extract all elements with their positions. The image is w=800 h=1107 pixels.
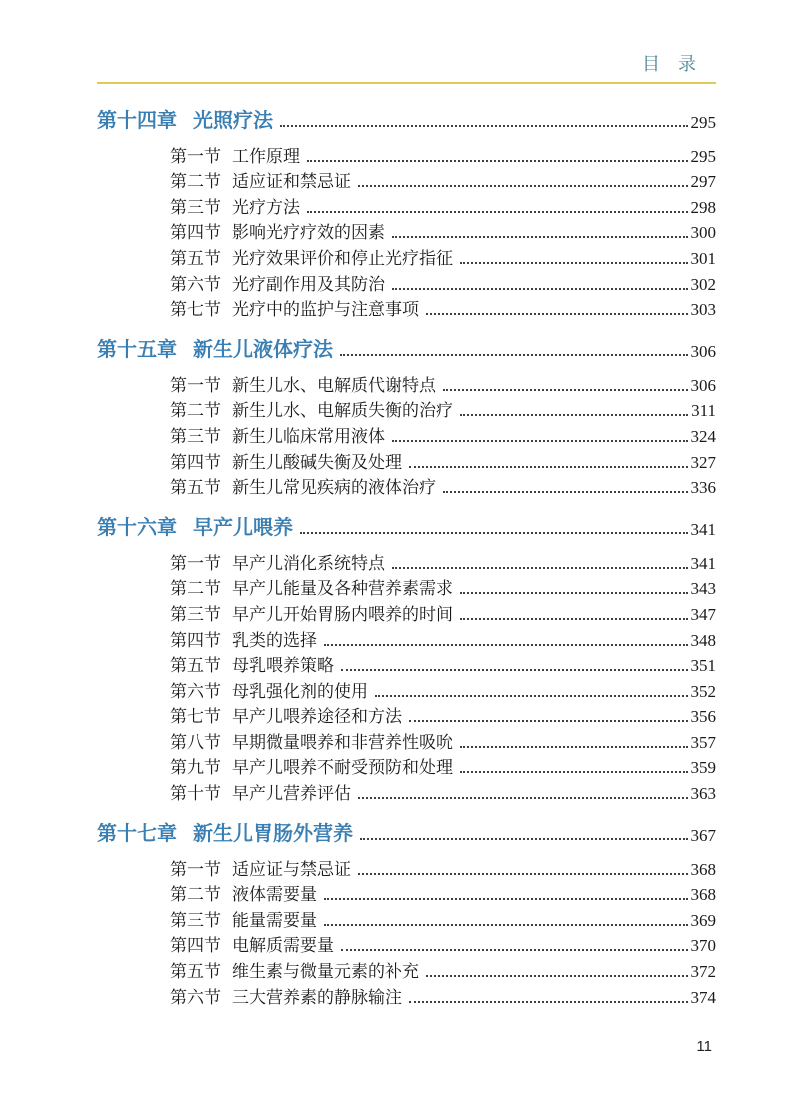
toc-section-row bbox=[97, 880, 716, 906]
toc-section-row bbox=[97, 269, 716, 295]
section-number: 第四节 bbox=[170, 630, 221, 650]
toc-chapter bbox=[97, 514, 716, 804]
toc-section-row bbox=[97, 548, 716, 574]
dot-leader bbox=[324, 898, 688, 900]
dot-leader bbox=[443, 491, 688, 493]
section-number: 第三节 bbox=[170, 910, 221, 930]
chapter-page-number: 306 bbox=[690, 342, 716, 362]
dot-leader bbox=[307, 160, 688, 162]
dot-leader bbox=[460, 618, 688, 620]
section-title: 母乳强化剂的使用 bbox=[232, 681, 368, 701]
section-number: 第三节 bbox=[170, 197, 221, 217]
section-number: 第四节 bbox=[170, 452, 221, 472]
section-number: 第八节 bbox=[170, 732, 221, 752]
section-title: 早产儿喂养途径和方法 bbox=[232, 707, 402, 727]
toc-chapter bbox=[97, 336, 716, 498]
dot-leader bbox=[341, 669, 688, 671]
chapter-title: 早产儿喂养 bbox=[193, 517, 293, 540]
section-number: 第六节 bbox=[170, 274, 221, 294]
section-title: 光疗副作用及其防治 bbox=[232, 274, 385, 294]
chapter-heading-row bbox=[97, 107, 716, 133]
toc-section-row bbox=[97, 676, 716, 702]
section-number: 第五节 bbox=[170, 478, 221, 498]
section-page-number: 356 bbox=[690, 707, 716, 727]
toc-section-row bbox=[97, 473, 716, 499]
chapter-title: 光照疗法 bbox=[193, 110, 273, 132]
section-number: 第一节 bbox=[170, 146, 221, 166]
dot-leader bbox=[340, 354, 688, 356]
section-title: 光疗效果评价和停止光疗指征 bbox=[232, 248, 453, 268]
document-header bbox=[97, 0, 716, 76]
section-title: 适应证和禁忌证 bbox=[232, 172, 351, 192]
section-title: 适应证与禁忌证 bbox=[232, 859, 351, 879]
page-content bbox=[97, 0, 716, 1008]
section-title: 母乳喂养策略 bbox=[232, 656, 334, 676]
section-page-number: 327 bbox=[690, 452, 716, 472]
section-number: 第一节 bbox=[170, 859, 221, 879]
chapter-heading-row bbox=[97, 336, 716, 362]
section-page-number: 374 bbox=[690, 987, 716, 1007]
chapter-heading-row bbox=[97, 820, 716, 846]
section-title: 早产儿能量及各种营养素需求 bbox=[232, 579, 453, 599]
section-page-number: 357 bbox=[690, 732, 716, 752]
section-number: 第五节 bbox=[170, 248, 221, 268]
section-page-number: 352 bbox=[690, 681, 716, 701]
chapter-number: 第十六章 bbox=[97, 517, 177, 540]
section-title: 能量需要量 bbox=[232, 910, 317, 930]
chapter-heading-row bbox=[97, 514, 716, 540]
section-number: 第三节 bbox=[170, 604, 221, 624]
dot-leader bbox=[426, 975, 688, 977]
dot-leader bbox=[300, 532, 688, 534]
section-page-number: 368 bbox=[690, 885, 716, 905]
section-title: 影响光疗疗效的因素 bbox=[232, 223, 385, 243]
toc-section-row bbox=[97, 625, 716, 651]
section-number: 第五节 bbox=[170, 656, 221, 676]
chapter-page-number: 367 bbox=[690, 826, 716, 846]
dot-leader bbox=[358, 797, 688, 799]
footer-page-number: 11 bbox=[696, 1038, 712, 1055]
section-page-number: 351 bbox=[690, 656, 716, 676]
section-number: 第二节 bbox=[170, 579, 221, 599]
dot-leader bbox=[392, 236, 688, 238]
section-page-number: 336 bbox=[690, 478, 716, 498]
dot-leader bbox=[460, 592, 688, 594]
chapter-number: 第十七章 bbox=[97, 823, 177, 846]
toc-section-row bbox=[97, 243, 716, 269]
dot-leader bbox=[375, 695, 688, 697]
toc-section-row bbox=[97, 854, 716, 880]
section-number: 第一节 bbox=[170, 553, 221, 573]
toc-section-row bbox=[97, 447, 716, 473]
dot-leader bbox=[392, 440, 688, 442]
section-title: 新生儿水、电解质失衡的治疗 bbox=[232, 401, 453, 421]
section-page-number: 311 bbox=[691, 401, 716, 421]
toc-section-row bbox=[97, 218, 716, 244]
section-number: 第七节 bbox=[170, 707, 221, 727]
section-page-number: 298 bbox=[690, 197, 716, 217]
section-number: 第九节 bbox=[170, 758, 221, 778]
dot-leader bbox=[360, 838, 688, 840]
dot-leader bbox=[409, 1001, 688, 1003]
section-number: 第二节 bbox=[170, 172, 221, 192]
dot-leader bbox=[392, 567, 688, 569]
dot-leader bbox=[324, 924, 688, 926]
toc-section-row bbox=[97, 702, 716, 728]
toc-section-row bbox=[97, 982, 716, 1008]
toc-section-row bbox=[97, 295, 716, 321]
section-page-number: 306 bbox=[690, 375, 716, 395]
chapter-title: 新生儿液体疗法 bbox=[193, 339, 333, 362]
section-title: 工作原理 bbox=[232, 146, 300, 166]
section-page-number: 300 bbox=[690, 223, 716, 243]
toc-section-row bbox=[97, 651, 716, 677]
header-divider bbox=[97, 82, 716, 84]
toc-section-row bbox=[97, 141, 716, 167]
dot-leader bbox=[409, 466, 688, 468]
section-number: 第十节 bbox=[170, 784, 221, 804]
section-title: 维生素与微量元素的补充 bbox=[232, 962, 419, 982]
section-number: 第四节 bbox=[170, 936, 221, 956]
section-title: 早产儿营养评估 bbox=[232, 784, 351, 804]
toc-section-row bbox=[97, 574, 716, 600]
section-page-number: 348 bbox=[690, 630, 716, 650]
dot-leader bbox=[280, 125, 688, 127]
toc-chapter bbox=[97, 820, 716, 1008]
section-number: 第六节 bbox=[170, 987, 221, 1007]
toc-section-row bbox=[97, 370, 716, 396]
section-title: 电解质需要量 bbox=[232, 936, 334, 956]
chapter-title: 新生儿胃肠外营养 bbox=[193, 823, 353, 846]
section-page-number: 359 bbox=[690, 758, 716, 778]
dot-leader bbox=[358, 185, 688, 187]
section-title: 早产儿开始胃肠内喂养的时间 bbox=[232, 604, 453, 624]
section-page-number: 343 bbox=[690, 579, 716, 599]
section-page-number: 341 bbox=[690, 553, 716, 573]
dot-leader bbox=[358, 873, 688, 875]
section-page-number: 297 bbox=[690, 172, 716, 192]
dot-leader bbox=[460, 414, 688, 416]
dot-leader bbox=[341, 949, 688, 951]
chapter-page-number: 341 bbox=[690, 520, 716, 540]
toc-section-row bbox=[97, 599, 716, 625]
toc-section-row bbox=[97, 167, 716, 193]
dot-leader bbox=[409, 720, 688, 722]
section-page-number: 324 bbox=[690, 426, 716, 446]
toc-section-row bbox=[97, 727, 716, 753]
chapter-number: 第十五章 bbox=[97, 339, 177, 362]
toc-section-row bbox=[97, 192, 716, 218]
section-title: 早期微量喂养和非营养性吸吮 bbox=[232, 732, 453, 752]
chapter-page-number: 295 bbox=[690, 113, 716, 132]
section-page-number: 302 bbox=[690, 274, 716, 294]
section-title: 新生儿临床常用液体 bbox=[232, 426, 385, 446]
section-number: 第一节 bbox=[170, 375, 221, 395]
section-title: 光疗中的监护与注意事项 bbox=[232, 300, 419, 320]
section-page-number: 368 bbox=[690, 859, 716, 879]
dot-leader bbox=[426, 313, 688, 315]
section-page-number: 301 bbox=[690, 248, 716, 268]
toc-section-row bbox=[97, 778, 716, 804]
section-page-number: 370 bbox=[690, 936, 716, 956]
section-title: 光疗方法 bbox=[232, 197, 300, 217]
dot-leader bbox=[307, 211, 688, 213]
section-title: 液体需要量 bbox=[232, 885, 317, 905]
toc-section-row bbox=[97, 956, 716, 982]
section-page-number: 347 bbox=[690, 604, 716, 624]
section-title: 早产儿消化系统特点 bbox=[232, 553, 385, 573]
toc-section-row bbox=[97, 421, 716, 447]
section-title: 新生儿酸碱失衡及处理 bbox=[232, 452, 402, 472]
section-title: 乳类的选择 bbox=[232, 630, 317, 650]
section-title: 新生儿常见疾病的液体治疗 bbox=[232, 478, 436, 498]
section-page-number: 303 bbox=[690, 300, 716, 320]
dot-leader bbox=[324, 644, 688, 646]
section-number: 第二节 bbox=[170, 885, 221, 905]
section-number: 第六节 bbox=[170, 681, 221, 701]
page-title: 目 录 bbox=[642, 54, 696, 74]
dot-leader bbox=[460, 262, 688, 264]
dot-leader bbox=[392, 288, 688, 290]
section-number: 第五节 bbox=[170, 962, 221, 982]
section-title: 三大营养素的静脉输注 bbox=[232, 987, 402, 1007]
toc-section-row bbox=[97, 931, 716, 957]
section-page-number: 369 bbox=[690, 910, 716, 930]
section-number: 第七节 bbox=[170, 300, 221, 320]
section-title: 新生儿水、电解质代谢特点 bbox=[232, 375, 436, 395]
toc-section-row bbox=[97, 905, 716, 931]
dot-leader bbox=[460, 746, 688, 748]
toc-chapter bbox=[97, 107, 716, 320]
section-number: 第二节 bbox=[170, 401, 221, 421]
section-page-number: 372 bbox=[690, 962, 716, 982]
section-title: 早产儿喂养不耐受预防和处理 bbox=[232, 758, 453, 778]
dot-leader bbox=[460, 771, 688, 773]
section-page-number: 295 bbox=[690, 146, 716, 166]
chapter-number: 第十四章 bbox=[97, 110, 177, 132]
section-number: 第三节 bbox=[170, 426, 221, 446]
toc-section-row bbox=[97, 396, 716, 422]
dot-leader bbox=[443, 389, 688, 391]
section-page-number: 363 bbox=[690, 784, 716, 804]
section-number: 第四节 bbox=[170, 223, 221, 243]
toc-section-row bbox=[97, 753, 716, 779]
